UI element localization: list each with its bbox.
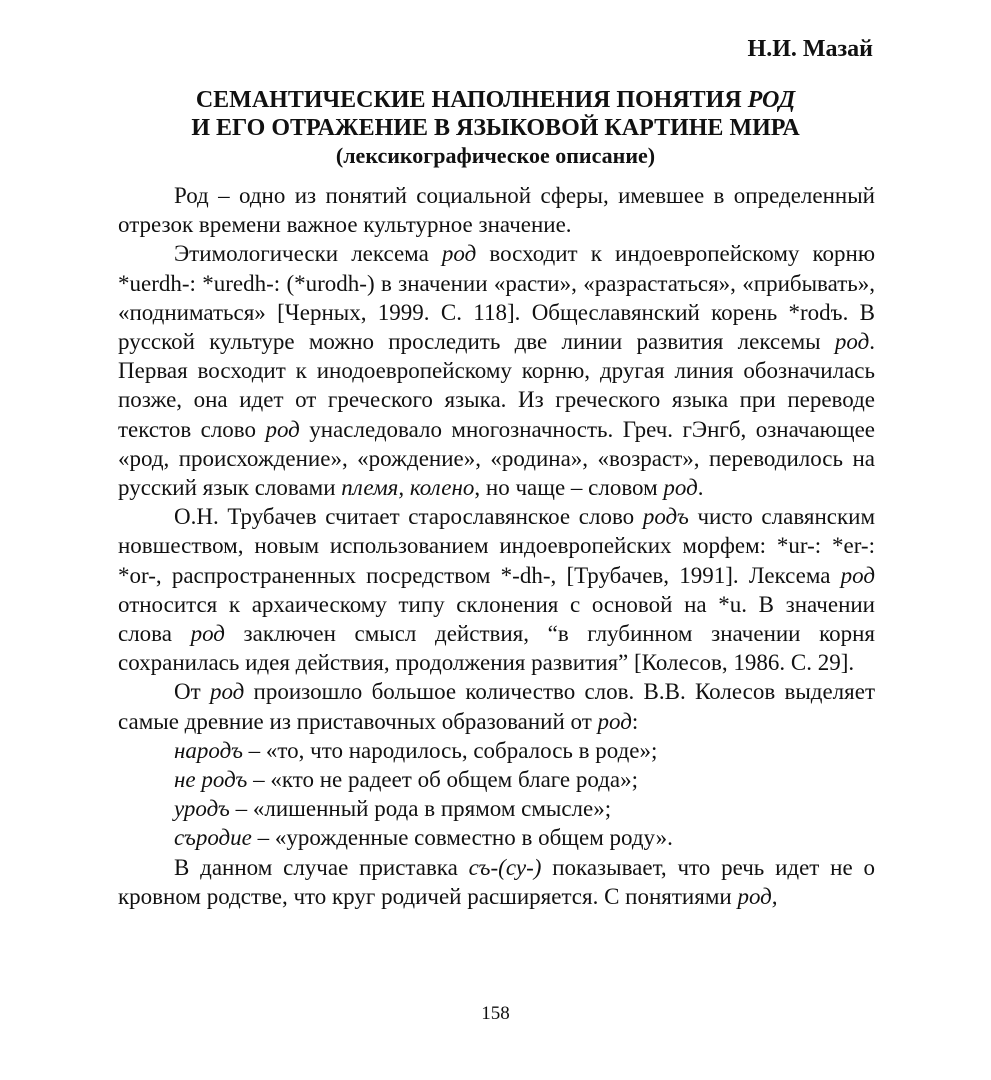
text-run: относится к архаическому типу склонения с основой на *u. В значении слова: [118, 591, 875, 647]
italic-term: съ-(су-): [468, 854, 542, 880]
italic-term: род: [265, 416, 300, 442]
example-gloss: – «то, что народилось, собралось в роде»;: [242, 737, 658, 763]
example-term: не родъ: [174, 767, 248, 793]
example-term: съродие: [174, 825, 252, 851]
text-run: . Первая восходит к инодоевропейскому корню, другая линия обозначилась позже, она идет от греческого языка. Из греческого языка при переводе текстов слово: [118, 329, 875, 442]
author-name: Н.И. Мазай: [747, 36, 873, 62]
text-run: унаследовало многозначность. Греч. гЭнгб, означающее «род, происхождение», «рождение», «родина», «возраст», переводилось на русский язык словами: [118, 416, 875, 501]
paragraph-4: [118, 677, 875, 735]
italic-term: род: [840, 562, 875, 588]
example-gloss: – «кто не радеет об общем благе рода»;: [247, 767, 639, 793]
text-run: показывает, что речь идет не о кровном родстве, что круг родичей расширяется. С понятиями: [118, 854, 875, 909]
text-run: :: [631, 708, 639, 734]
text-run: О.Н. Трубачев считает старославянское слово: [174, 504, 643, 530]
text-run: .: [697, 475, 704, 501]
text-run: произошло большое количество слов. В.В. Колесов выделяет самые древние из приставочных образований от: [118, 679, 875, 734]
text-run: заключен смысл действия, “в глубинном значении корня сохранилась идея действия, продолжения развития” [Колесов, 1986. С. 29].: [118, 621, 876, 676]
example-term: народъ: [174, 737, 243, 763]
paragraph-2: [118, 239, 875, 502]
article-title: [100, 86, 891, 170]
title-line-1: [100, 86, 891, 114]
italic-term: род: [441, 241, 477, 267]
text-run: восходит к индоевропейскому корню *uerdh-: *uredh-: (*urodh-) в значении «расти», «разрастаться», «прибывать», «подниматься» [Черных, 1999. С. 118]. Общеславянский корень *rodъ. В русской культуре можно проследить две линии развития лексемы: [118, 241, 875, 355]
text-run: От: [174, 679, 210, 705]
example-gloss: – «лишенный рода в прямом смысле»;: [229, 796, 612, 822]
example-item: [118, 736, 875, 765]
italic-term: род: [834, 329, 870, 355]
paragraph-3: [118, 502, 875, 677]
italic-term: племя, колено: [341, 475, 475, 501]
example-item: [118, 823, 875, 852]
page-number: 158: [481, 1003, 510, 1024]
italic-term: род: [190, 621, 225, 647]
article-body: [118, 181, 875, 911]
italic-term: род: [209, 679, 245, 705]
title-line-1-prefix: СЕМАНТИЧЕСКИЕ НАПОЛНЕНИЯ ПОНЯТИЯ: [195, 87, 748, 113]
example-item: [118, 765, 875, 794]
text-run: В данном случае приставка: [174, 854, 469, 880]
paragraph-1: Род – одно из понятий социальной сферы, имевшее в определенный отрезок времени важное культурное значение.: [118, 183, 875, 238]
title-line-2: И ЕГО ОТРАЖЕНИЕ В ЯЗЫКОВОЙ КАРТИНЕ МИРА: [191, 115, 800, 141]
paragraph-5: [118, 853, 875, 911]
text-run: чисто славянским новшеством, новым использованием индоевропейских морфем: *ur-: *er-: *or-, распространенных посредством *-dh-, [Трубачев, 1991]. Лексема: [118, 504, 876, 588]
text-run: , но чаще – словом: [474, 475, 664, 501]
italic-term: род,: [737, 883, 778, 909]
text-run: Этимологически лексема: [174, 241, 442, 267]
example-gloss: – «урожденные совместно в общем роду».: [251, 825, 673, 851]
italic-term: родъ: [642, 504, 689, 530]
italic-term: род: [663, 475, 698, 501]
example-item: [118, 794, 875, 823]
subtitle: (лексикографическое описание): [335, 143, 656, 168]
italic-term: род: [597, 708, 632, 734]
title-term: РОД: [747, 87, 796, 113]
example-term: уродъ: [174, 796, 230, 822]
